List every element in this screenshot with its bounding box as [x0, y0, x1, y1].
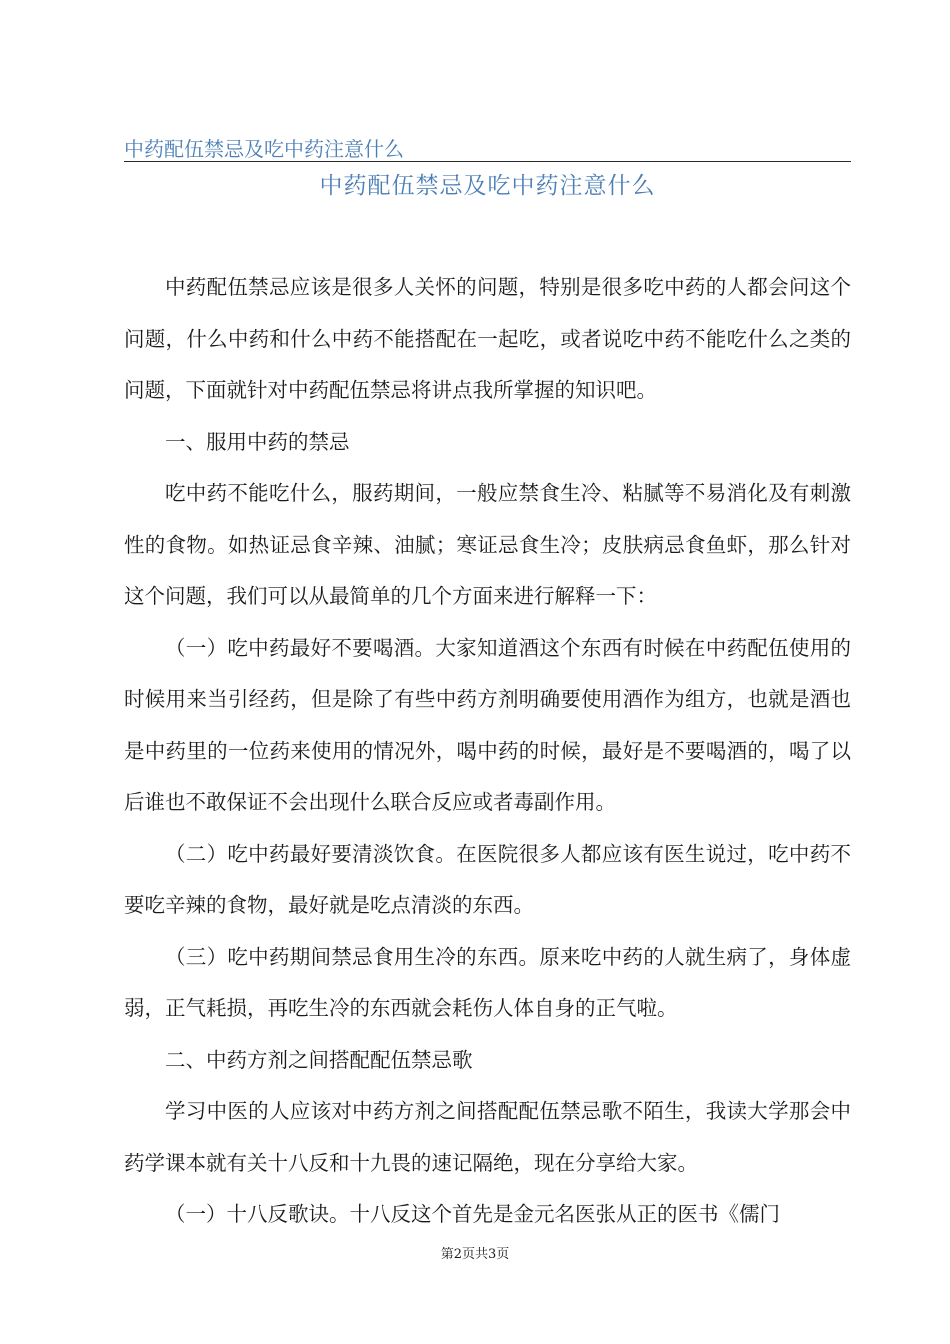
paragraph-eighteen-incompatibilities: （一）十八反歌诀。十八反这个首先是金元名医张从正的医书《儒门 — [165, 1202, 780, 1226]
section-heading-2: 二、中药方剂之间搭配配伍禁忌歌 — [165, 1047, 473, 1072]
paragraph-light-diet: （二）吃中药最好要清淡饮食。在医院很多人都应该有医生说过，吃中药不要吃辛辣的食物，最好就是吃点清淡的东西。 — [124, 841, 851, 917]
page-number-footer: 第2页共3页 — [440, 1247, 510, 1262]
running-header-title: 中药配伍禁忌及吃中药注意什么 — [124, 137, 404, 161]
paragraph-intro: 中药配伍禁忌应该是很多人关怀的问题，特别是很多吃中药的人都会问这个问题，什么中药和什么中药不能搭配在一起吃，或者说吃中药不能吃什么之类的问题，下面就针对中药配伍禁忌将讲点我所掌握的知识吧。 — [124, 275, 851, 402]
paragraph-formula-taboo: 学习中医的人应该对中药方剂之间搭配配伍禁忌歌不陌生，我读大学那会中药学课本就有关十八反和十九畏的速记隔绝，现在分享给大家。 — [124, 1099, 851, 1175]
document-body — [124, 262, 851, 1241]
header-divider — [124, 161, 851, 162]
document-title: 中药配伍禁忌及吃中药注意什么 — [319, 173, 656, 199]
paragraph-no-alcohol: （一）吃中药最好不要喝酒。大家知道酒这个东西有时候在中药配伍使用的时候用来当引经药，但是除了有些中药方剂明确要使用酒作为组方，也就是酒也是中药里的一位药来使用的情况外，喝中药的时候，最好是不要喝酒的，喝了以后谁也不敢保证不会出现什么联合反应或者毒副作用。 — [124, 635, 851, 814]
paragraph-no-cold-food: （三）吃中药期间禁忌食用生冷的东西。原来吃中药的人就生病了，身体虚弱，正气耗损，再吃生冷的东西就会耗伤人体自身的正气啦。 — [124, 944, 851, 1020]
paragraph-diet-taboo: 吃中药不能吃什么，服药期间，一般应禁食生冷、粘腻等不易消化及有刺激性的食物。如热证忌食辛辣、油腻；寒证忌食生冷；皮肤病忌食鱼虾，那么针对这个问题，我们可以从最简单的几个方面来进行解释一下： — [124, 481, 851, 608]
section-heading-1: 一、服用中药的禁忌 — [165, 429, 350, 454]
